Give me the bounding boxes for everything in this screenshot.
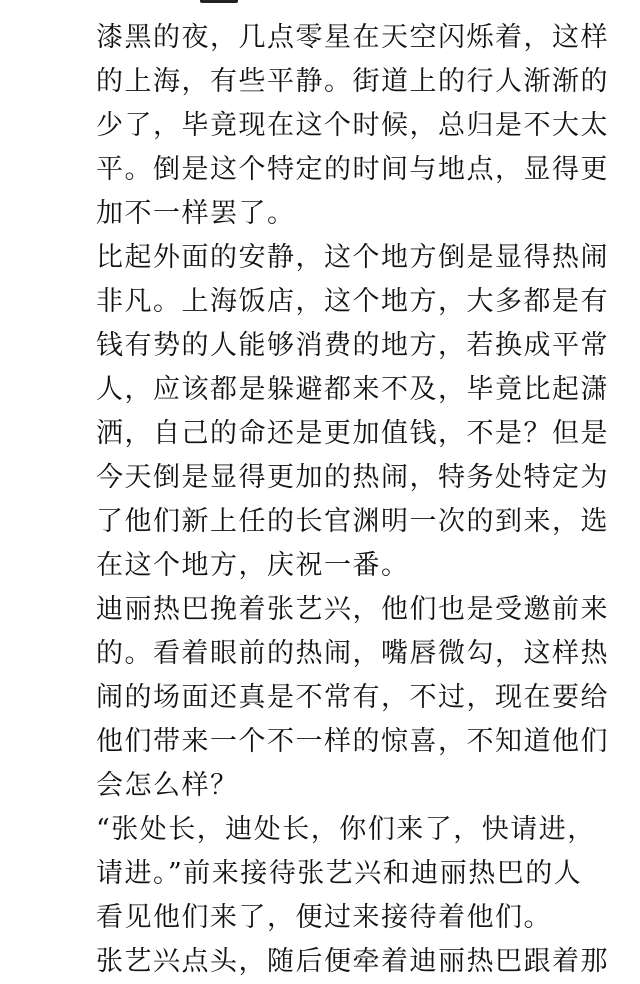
text-line: 比起外面的安静，这个地方倒是显得热闹 bbox=[96, 242, 609, 273]
text-line: 迪丽热巴挽着张艺兴，他们也是受邀前来 bbox=[96, 594, 609, 625]
text-line: 的上海，有些平静。街道上的行人渐渐的 bbox=[96, 66, 609, 97]
text-line: 人，应该都是躲避都来不及，毕竟比起潇 bbox=[96, 374, 609, 405]
text-line: 少了，毕竟现在这个时候，总归是不大太 bbox=[96, 110, 609, 141]
text-line: 了他们新上任的长官渊明一次的到来，选 bbox=[96, 506, 609, 537]
text-line: 他们带来一个不一样的惊喜，不知道他们 bbox=[96, 726, 609, 757]
text-line: “张处长，迪处长，你们来了，快请进， bbox=[96, 814, 596, 845]
text-line: 平。倒是这个特定的时间与地点，显得更 bbox=[96, 154, 609, 185]
text-line: 非凡。上海饭店，这个地方，大多都是有 bbox=[96, 286, 609, 317]
text-line: 闹的场面还真是不常有，不过，现在要给 bbox=[96, 682, 609, 713]
text-line: 洒，自己的命还是更加值钱，不是？但是 bbox=[96, 418, 609, 449]
article-body bbox=[0, 6, 640, 977]
text-line: 钱有势的人能够消费的地方，若换成平常 bbox=[96, 330, 609, 361]
scroll-indicator bbox=[200, 0, 238, 3]
text-line: 漆黑的夜，几点零星在天空闪烁着，这样 bbox=[96, 22, 609, 53]
text-line: 加不一样罢了。 bbox=[96, 198, 296, 229]
text-line: 今天倒是显得更加的热闹，特务处特定为 bbox=[96, 462, 609, 493]
text-line: 在这个地方，庆祝一番。 bbox=[96, 550, 410, 581]
text-line: 张艺兴点头，随后便牵着迪丽热巴跟着那 bbox=[96, 946, 609, 977]
text-line: 请进。”前来接待张艺兴和迪丽热巴的人 bbox=[96, 858, 583, 889]
text-line: 会怎么样？ bbox=[96, 770, 239, 801]
text-line: 的。看着眼前的热闹，嘴唇微勾，这样热 bbox=[96, 638, 609, 669]
text-line: 看见他们来了，便过来接待着他们。 bbox=[96, 902, 552, 933]
